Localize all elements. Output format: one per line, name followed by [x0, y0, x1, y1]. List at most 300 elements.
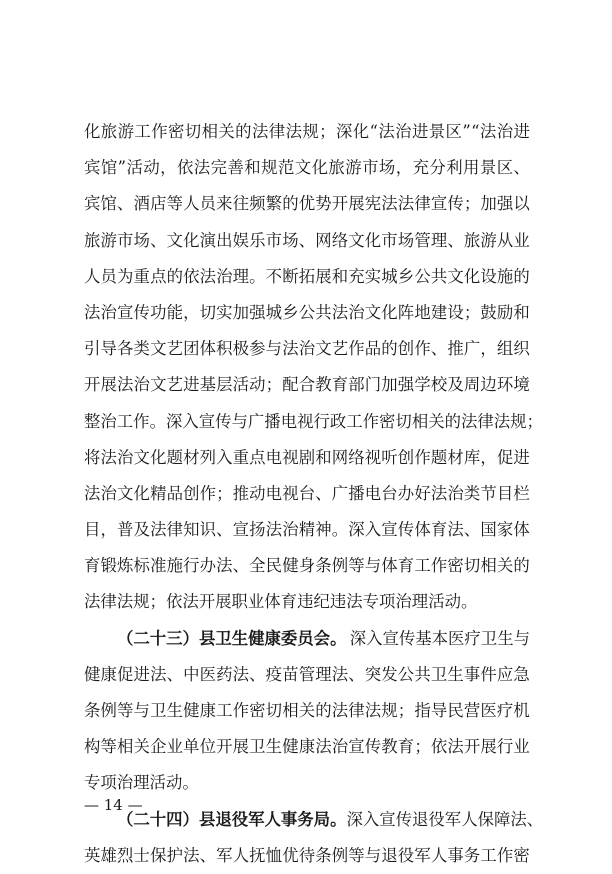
glyph: 动	[249, 375, 266, 395]
text-line	[84, 512, 530, 548]
glyph: 文	[150, 339, 167, 359]
glyph: 展	[348, 194, 365, 214]
glyph: 点	[249, 447, 266, 467]
glyph: 神	[315, 520, 332, 540]
glyph: 重	[232, 447, 250, 467]
glyph: 法	[265, 520, 283, 540]
glyph: 管	[298, 664, 316, 684]
glyph: 法	[216, 556, 233, 576]
glyph: 抚	[249, 845, 266, 865]
glyph: 识	[199, 520, 216, 540]
glyph: 重	[133, 266, 150, 286]
glyph: 以	[513, 194, 530, 214]
glyph: 目	[84, 520, 101, 540]
glyph: 视	[364, 447, 382, 467]
glyph: 游	[480, 230, 497, 250]
glyph: 强	[249, 302, 266, 322]
glyph: 管	[414, 230, 431, 250]
glyph: 法	[378, 122, 395, 141]
glyph: 教	[381, 737, 398, 757]
glyph: 、	[463, 520, 481, 540]
glyph: 卫	[430, 664, 448, 684]
glyph: 优	[298, 194, 316, 214]
glyph: “	[369, 122, 378, 141]
glyph: 例	[331, 556, 349, 576]
glyph: 务	[463, 845, 481, 865]
glyph: 文	[117, 483, 134, 503]
glyph: 学	[414, 375, 431, 395]
glyph: 深	[335, 122, 353, 141]
glyph: 人	[232, 845, 250, 865]
glyph: 景	[479, 158, 497, 178]
glyph: 络	[331, 230, 349, 250]
text-line	[84, 440, 530, 476]
glyph: 及	[447, 375, 464, 395]
glyph: 展	[480, 737, 497, 757]
glyph: 法	[331, 701, 349, 720]
glyph: 律	[477, 411, 494, 431]
glyph: 治	[100, 302, 117, 322]
glyph: 场	[133, 230, 150, 250]
glyph: 及	[133, 520, 150, 540]
text-line	[84, 584, 530, 620]
glyph: 鼓	[480, 302, 497, 322]
glyph: 市	[117, 230, 134, 250]
glyph: 等	[166, 194, 183, 214]
glyph: 育	[331, 375, 349, 395]
text-line	[84, 295, 530, 331]
glyph: 境	[513, 375, 530, 395]
glyph: 导	[100, 339, 117, 359]
glyph: 康	[100, 664, 117, 684]
glyph: 精	[298, 520, 316, 540]
glyph: 、	[199, 845, 216, 865]
glyph: 创	[183, 483, 200, 503]
glyph: 知	[183, 520, 200, 540]
text-line	[84, 367, 530, 403]
glyph: 。	[249, 266, 266, 286]
glyph: 化	[311, 158, 328, 178]
glyph: 相	[201, 122, 218, 141]
glyph: 酒	[133, 194, 150, 214]
glyph: 剧	[298, 447, 316, 467]
glyph: ；	[265, 375, 283, 395]
glyph: 活	[126, 158, 143, 178]
glyph: 法	[447, 737, 464, 757]
glyph: 育	[84, 556, 101, 576]
glyph: 关	[428, 411, 445, 431]
text-line	[84, 223, 530, 259]
glyph: 治	[447, 483, 464, 503]
glyph: 材	[447, 447, 464, 467]
glyph: 法	[315, 737, 332, 757]
glyph: 体	[381, 556, 398, 576]
glyph: 促	[117, 664, 134, 684]
glyph: 合	[298, 375, 316, 395]
glyph: 医	[480, 701, 497, 720]
glyph: 的	[444, 411, 461, 431]
glyph: 宣	[117, 302, 134, 322]
glyph: 电	[364, 483, 382, 503]
glyph: 治	[216, 266, 233, 286]
glyph: 共	[414, 664, 431, 684]
glyph: 进	[513, 122, 530, 141]
glyph: 相	[117, 737, 134, 757]
glyph: 指	[414, 701, 431, 720]
glyph: ”	[117, 158, 127, 178]
glyph: 、	[513, 158, 530, 178]
glyph: 利	[446, 158, 463, 178]
glyph: 好	[414, 483, 431, 503]
glyph: 类	[133, 339, 150, 359]
glyph: 听	[381, 447, 398, 467]
glyph: 退	[381, 845, 398, 865]
glyph: 律	[348, 701, 365, 720]
section-line	[84, 621, 530, 657]
glyph: 作	[496, 845, 514, 865]
glyph: 和	[331, 266, 349, 286]
glyph: 旅	[328, 158, 345, 178]
glyph: 入	[182, 411, 199, 431]
glyph: 参	[249, 339, 266, 359]
glyph: 规	[510, 411, 527, 431]
glyph: 断	[282, 266, 299, 286]
glyph: 品	[364, 339, 382, 359]
text-line	[84, 693, 530, 729]
glyph: 关	[133, 737, 150, 757]
text-line	[84, 259, 530, 295]
glyph: 作	[232, 701, 250, 720]
glyph: 乐	[249, 230, 266, 250]
glyph: 士	[133, 845, 150, 865]
glyph: 场	[397, 230, 415, 250]
glyph: 治	[395, 122, 412, 141]
glyph: 极	[232, 339, 250, 359]
line-text: 法律法规；依法开展职业体育违纪违法专项治理活动。	[84, 592, 478, 612]
glyph: 发	[381, 664, 398, 684]
glyph: 条	[84, 701, 101, 720]
glyph: 艺	[166, 339, 183, 359]
glyph: 位	[199, 737, 216, 757]
glyph: 苗	[282, 664, 299, 684]
glyph: 作	[348, 339, 365, 359]
glyph: 规	[302, 122, 319, 141]
glyph: 善	[227, 158, 244, 178]
glyph: 加	[381, 375, 398, 395]
glyph: 的	[381, 339, 398, 359]
glyph: 治	[100, 483, 117, 503]
glyph: 法	[232, 664, 250, 684]
glyph: 健	[282, 556, 299, 576]
glyph: 法	[479, 122, 497, 141]
glyph: 展	[232, 737, 250, 757]
glyph: 织	[513, 339, 530, 359]
glyph: 等	[100, 737, 117, 757]
glyph: 宪	[364, 194, 382, 214]
glyph: 体	[199, 339, 216, 359]
glyph: 件	[480, 664, 497, 684]
glyph: 法	[331, 302, 349, 322]
glyph: 旅	[463, 230, 481, 250]
glyph: 例	[100, 701, 117, 720]
glyph: 强	[496, 194, 514, 214]
glyph: 密	[379, 411, 396, 431]
glyph: 进	[133, 664, 150, 684]
glyph: 视	[282, 447, 299, 467]
glyph: 民	[447, 701, 464, 720]
glyph: 法	[117, 375, 134, 395]
glyph: 施	[166, 556, 183, 576]
glyph: 展	[100, 375, 117, 395]
glyph: 题	[166, 447, 183, 467]
glyph: 相	[480, 556, 497, 576]
section-line	[84, 802, 544, 838]
text-line	[84, 331, 530, 367]
glyph: 、	[348, 664, 365, 684]
glyph: 普	[117, 520, 134, 540]
glyph: 的	[166, 266, 183, 286]
glyph: 业	[513, 230, 530, 250]
glyph: 部	[348, 375, 365, 395]
glyph: 规	[261, 158, 278, 178]
glyph: 设	[480, 266, 497, 286]
section-heading: （二十三）县卫生健康委员会。	[117, 628, 347, 648]
glyph: 充	[348, 266, 365, 286]
text-line	[84, 186, 530, 222]
glyph: 、	[216, 520, 233, 540]
glyph: 创	[397, 339, 415, 359]
glyph: 理	[232, 266, 250, 286]
glyph: 城	[381, 266, 398, 286]
glyph: 、	[298, 230, 316, 250]
glyph: 和	[315, 447, 332, 467]
glyph: 品	[166, 483, 183, 503]
glyph: 传	[364, 737, 382, 757]
glyph: 组	[496, 339, 514, 359]
glyph: 健	[183, 701, 200, 720]
glyph: 医	[199, 664, 216, 684]
glyph: 法	[282, 339, 299, 359]
glyph: 网	[315, 230, 332, 250]
glyph: 入	[364, 520, 382, 540]
glyph: 乡	[397, 266, 415, 286]
glyph: 工	[480, 845, 497, 865]
glyph: 法	[331, 664, 349, 684]
glyph: 市	[362, 158, 379, 178]
glyph: 实	[364, 266, 382, 286]
glyph: 工	[116, 411, 134, 431]
glyph: 势	[315, 194, 332, 214]
glyph: ；	[526, 411, 543, 431]
glyph: 作	[199, 483, 216, 503]
glyph: 烈	[117, 845, 134, 865]
glyph: 事	[447, 845, 464, 865]
glyph: 公	[397, 664, 415, 684]
glyph: 积	[216, 339, 233, 359]
glyph: 法	[493, 411, 511, 431]
glyph: 从	[496, 230, 514, 250]
glyph: 治	[117, 447, 134, 467]
glyph: 传	[133, 302, 150, 322]
glyph: 化	[133, 483, 150, 503]
glyph: 层	[216, 375, 233, 395]
text-line	[84, 404, 543, 440]
glyph: ；	[463, 302, 481, 322]
glyph: 展	[315, 266, 332, 286]
glyph: 、	[447, 230, 464, 250]
glyph: 育	[397, 556, 415, 576]
glyph: 相	[282, 701, 299, 720]
glyph: 艺	[166, 375, 183, 395]
glyph: 文	[150, 375, 167, 395]
glyph: 精	[150, 483, 167, 503]
glyph: 、	[232, 556, 250, 576]
glyph: 单	[183, 737, 200, 757]
glyph: 炼	[117, 556, 134, 576]
glyph: 范	[277, 158, 295, 178]
glyph: 律	[268, 122, 286, 141]
glyph: 治	[331, 737, 349, 757]
glyph: 和	[513, 302, 530, 322]
glyph: 功	[150, 302, 167, 322]
glyph: 进	[183, 375, 200, 395]
glyph: 关	[496, 556, 514, 576]
glyph: 场	[282, 230, 299, 250]
glyph: 等	[348, 556, 365, 576]
glyph: 开	[84, 375, 101, 395]
glyph: 城	[265, 302, 283, 322]
glyph: 扬	[249, 520, 266, 540]
glyph: 完	[210, 158, 228, 178]
glyph: 标	[133, 556, 150, 576]
glyph: 导	[430, 701, 448, 720]
glyph: 的	[513, 556, 530, 576]
glyph: 与	[133, 701, 150, 720]
glyph: 广	[247, 411, 265, 431]
glyph: 企	[150, 737, 167, 757]
glyph: 旅	[84, 230, 101, 250]
glyph: 文	[315, 339, 332, 359]
glyph: 法	[84, 302, 101, 322]
glyph: 法	[364, 701, 382, 720]
glyph: 用	[463, 158, 480, 178]
glyph: 康	[199, 701, 216, 720]
glyph: 的	[282, 194, 299, 214]
glyph: 工	[216, 701, 233, 720]
glyph: ；	[414, 737, 431, 757]
glyph: 励	[496, 302, 514, 322]
glyph: 密	[167, 122, 185, 141]
glyph: 身	[298, 556, 316, 576]
glyph: 文	[447, 266, 464, 286]
glyph: 校	[430, 375, 448, 395]
glyph: 门	[364, 375, 382, 395]
glyph: 作	[414, 447, 431, 467]
glyph: 条	[315, 556, 332, 576]
text-line	[84, 476, 530, 512]
line-text: 深入宣传基本医疗卫生与	[349, 628, 530, 648]
glyph: 店	[150, 194, 167, 214]
glyph: 与	[364, 556, 382, 576]
glyph: 加	[232, 302, 250, 322]
glyph: 恤	[265, 845, 283, 865]
glyph: 人	[430, 845, 448, 865]
glyph: 各	[117, 339, 134, 359]
glyph: 宣	[232, 520, 250, 540]
glyph: 化	[150, 447, 167, 467]
glyph: 法	[285, 122, 302, 141]
glyph: 治	[282, 520, 299, 540]
glyph: 工	[134, 122, 151, 141]
glyph: 促	[496, 447, 514, 467]
glyph: 周	[463, 375, 481, 395]
glyph: 视	[282, 483, 299, 503]
glyph: 文	[364, 302, 382, 322]
glyph: 体	[513, 520, 530, 540]
glyph: 电	[265, 447, 283, 467]
glyph: 题	[430, 447, 448, 467]
glyph: ，	[395, 158, 413, 178]
glyph: ，	[183, 302, 200, 322]
glyph: 康	[298, 737, 316, 757]
glyph: 。	[149, 411, 166, 431]
glyph: 治	[496, 122, 514, 141]
glyph: 入	[216, 447, 233, 467]
glyph: 场	[378, 158, 396, 178]
glyph: 传	[447, 194, 464, 214]
glyph: 开	[216, 737, 233, 757]
glyph: 配	[282, 375, 299, 395]
glyph: 频	[249, 194, 266, 214]
glyph: 共	[315, 302, 332, 322]
glyph: 为	[117, 266, 134, 286]
glyph: 目	[496, 483, 514, 503]
glyph: 宣	[381, 520, 398, 540]
glyph: 行	[183, 556, 200, 576]
glyph: 营	[463, 701, 481, 720]
text-line	[84, 765, 530, 801]
glyph: 疗	[496, 701, 514, 720]
glyph: 例	[331, 845, 349, 865]
glyph: 宾	[84, 194, 101, 214]
glyph: 演	[199, 230, 216, 250]
glyph: 动	[143, 158, 160, 178]
glyph: 文	[348, 230, 365, 250]
glyph: 法	[199, 266, 216, 286]
glyph: 加	[480, 194, 497, 214]
glyph: 切	[199, 302, 216, 322]
glyph: 中	[183, 664, 200, 684]
glyph: 地	[414, 302, 431, 322]
glyph: 事	[463, 664, 481, 684]
glyph: 播	[348, 483, 365, 503]
glyph: 节	[480, 483, 497, 503]
glyph: 行	[313, 411, 330, 431]
glyph: 施	[496, 266, 514, 286]
glyph: 员	[100, 266, 117, 286]
glyph: 电	[265, 483, 283, 503]
glyph: 理	[430, 230, 448, 250]
glyph: 市	[381, 230, 398, 250]
glyph: 锻	[100, 556, 117, 576]
glyph: 宣	[198, 411, 216, 431]
glyph: 英	[84, 845, 101, 865]
glyph: 、	[117, 194, 134, 214]
glyph: 作	[430, 556, 448, 576]
glyph: 传	[215, 411, 232, 431]
glyph: 教	[315, 375, 332, 395]
glyph: 作	[362, 411, 380, 431]
